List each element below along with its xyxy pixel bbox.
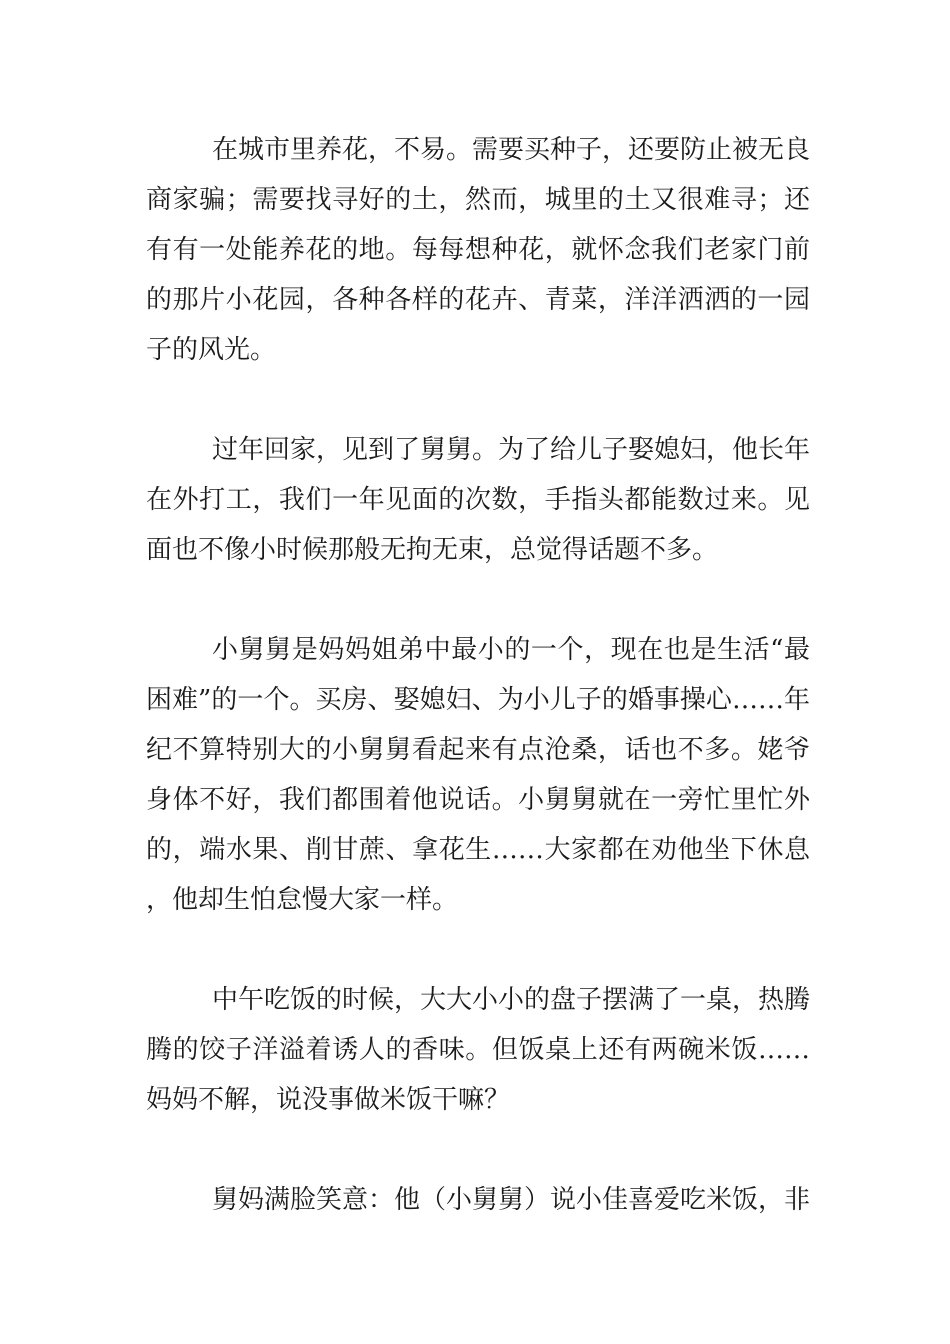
- paragraph-1: 在城市里养花，不易。需要买种子，还要防止被无良商家骗；需要找寻好的土，然而，城里的土又很难寻；还有有一处能养花的地。每每想种花，就怀念我们老家门前的那片小花园，各种各样的花卉、青菜，洋洋洒洒的一园子的风光。: [146, 135, 811, 365]
- paragraph-3: 小舅舅是妈妈姐弟中最小的一个，现在也是生活“最困难”的一个。买房、娶媳妇、为小儿子的婚事操心……年纪不算特别大的小舅舅看起来有点沧桑，话也不多。姥爷身体不好，我们都围着他说话。小舅舅就在一旁忙里忙外的，端水果、削甘蔗、拿花生……大家都在劝他坐下休息，他却生怕怠慢大家一样。: [146, 635, 810, 915]
- paragraph-2: 过年回家，见到了舅舅。为了给儿子娶媳妇，他长年在外打工，我们一年见面的次数，手指头都能数过来。见面也不像小时候那般无拘无束，总觉得话题不多。: [146, 435, 811, 565]
- paragraph-5: 舅妈满脸笑意：他（小舅舅）说小佳喜爱吃米饭，非: [212, 1185, 811, 1215]
- document-page: [146, 125, 810, 1225]
- paragraph-4: 中午吃饭的时候，大大小小的盘子摆满了一桌，热腾腾的饺子洋溢着诱人的香味。但饭桌上还有两碗米饭……妈妈不解，说没事做米饭干嘛？: [146, 985, 811, 1115]
